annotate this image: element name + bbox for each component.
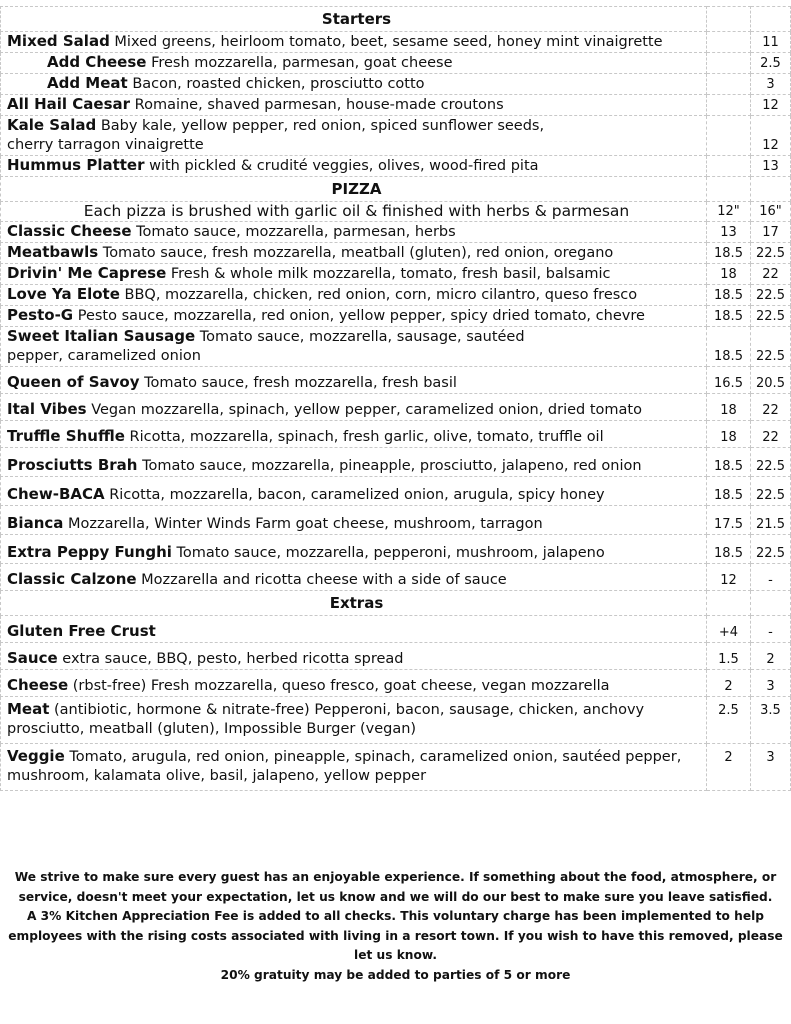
item-name: Gluten Free Crust xyxy=(7,622,156,640)
price-large: 22.5 xyxy=(751,477,791,506)
item-description: Mozzarella, Winter Winds Farm goat cheese, mushroom, tarragon xyxy=(68,516,543,532)
menu-item xyxy=(1,367,791,394)
price-large: - xyxy=(751,616,791,643)
price-small: 13 xyxy=(707,222,751,243)
price: 2.5 xyxy=(751,53,791,74)
price: 3 xyxy=(751,74,791,95)
item-name: Drivin' Me Caprese xyxy=(7,264,167,282)
item-name: All Hail Caesar xyxy=(7,95,131,113)
price-small: 2 xyxy=(707,744,751,791)
price: 12 xyxy=(751,95,791,116)
price-small: 18.5 xyxy=(707,243,751,264)
item-description: Baby kale, yellow pepper, red onion, spiced sunflower seeds, cherry tarragon vinaigrette xyxy=(7,118,545,153)
item-name: Prosciutts Brah xyxy=(7,456,138,474)
kitchen-fee-notice: A 3% Kitchen Appreciation Fee is added to all checks. This voluntary charge has been implemented to help employees with the rising costs associated with living in a resort town. If you wish to have this removed, please let us know. xyxy=(8,909,783,962)
price-large: 3 xyxy=(751,744,791,791)
item-name: Classic Cheese xyxy=(7,222,132,240)
menu-item xyxy=(1,327,791,367)
item-description: Ricotta, mozzarella, bacon, caramelized onion, arugula, spicy honey xyxy=(109,487,605,503)
price-large: 21.5 xyxy=(751,506,791,535)
menu-item xyxy=(1,477,791,506)
menu-item xyxy=(1,616,791,643)
item-name: Bianca xyxy=(7,514,64,532)
item-description: extra sauce, BBQ, pesto, herbed ricotta spread xyxy=(62,651,404,667)
price-small: 18.5 xyxy=(707,535,751,564)
item-description: Tomato sauce, fresh mozzarella, meatball (gluten), red onion, oregano xyxy=(102,245,614,261)
menu-item xyxy=(1,697,791,744)
size-large-label: 16" xyxy=(751,202,791,222)
price-small: 18.5 xyxy=(707,448,751,477)
menu-item xyxy=(1,285,791,306)
section-title: Starters xyxy=(1,7,707,32)
item-name: Pesto-G xyxy=(7,306,74,324)
price-large: 22.5 xyxy=(751,243,791,264)
menu-item xyxy=(1,670,791,697)
menu-item xyxy=(1,222,791,243)
menu-item xyxy=(1,448,791,477)
item-name: Ital Vibes xyxy=(7,400,87,418)
item-description: with pickled & crudité veggies, olives, wood-fired pita xyxy=(149,158,539,174)
menu-item xyxy=(1,506,791,535)
menu-item xyxy=(1,394,791,421)
price-small xyxy=(707,95,751,116)
item-name: Add Cheese xyxy=(47,53,147,71)
item-description: Tomato, arugula, red onion, pineapple, spinach, caramelized onion, sautéed pepper, mushroom, kalamata olive, basil, jalapeno, yellow pepper xyxy=(7,749,682,784)
price-small: 2 xyxy=(707,670,751,697)
price-small: 18 xyxy=(707,394,751,421)
price-large: 22.5 xyxy=(751,327,791,367)
item-name: Kale Salad xyxy=(7,116,97,134)
price-small: 17.5 xyxy=(707,506,751,535)
item-name: Sweet Italian Sausage xyxy=(7,327,196,345)
menu-item xyxy=(1,116,791,156)
item-description: Mixed greens, heirloom tomato, beet, sesame seed, honey mint vinaigrette xyxy=(114,34,663,50)
item-description: Pesto sauce, mozzarella, red onion, yellow pepper, spicy dried tomato, chevre xyxy=(77,308,645,324)
item-description: BBQ, mozzarella, chicken, red onion, corn, micro cilantro, queso fresco xyxy=(124,287,638,303)
menu-item xyxy=(1,156,791,177)
menu-item xyxy=(1,643,791,670)
price-small xyxy=(707,32,751,53)
price-large: 22 xyxy=(751,264,791,285)
pizza-note-row xyxy=(1,202,791,222)
menu-item xyxy=(1,264,791,285)
menu-item xyxy=(1,421,791,448)
item-name: Love Ya Elote xyxy=(7,285,120,303)
price: 11 xyxy=(751,32,791,53)
price: 13 xyxy=(751,156,791,177)
item-description: (antibiotic, hormone & nitrate-free) Pepperoni, bacon, sausage, chicken, anchovy prosciutto, meatball (gluten), Impossible Burger (vegan) xyxy=(7,702,645,737)
item-name: Veggie xyxy=(7,747,65,765)
price-small: +4 xyxy=(707,616,751,643)
item-description: Ricotta, mozzarella, spinach, fresh garlic, olive, tomato, truffle oil xyxy=(129,429,604,445)
price-small: 18 xyxy=(707,421,751,448)
menu-item xyxy=(1,306,791,327)
item-name: Extra Peppy Funghi xyxy=(7,543,172,561)
item-name: Hummus Platter xyxy=(7,156,145,174)
menu-item xyxy=(1,535,791,564)
menu-table xyxy=(0,6,791,791)
item-description: (rbst-free) Fresh mozzarella, queso fresco, goat cheese, vegan mozzarella xyxy=(72,678,610,694)
section-title: PIZZA xyxy=(1,177,707,202)
price-small: 18 xyxy=(707,264,751,285)
footer-notice xyxy=(0,868,791,985)
price-small: 12 xyxy=(707,564,751,591)
section-header-starters xyxy=(1,7,791,32)
item-name: Meat xyxy=(7,700,50,718)
price-large: 3 xyxy=(751,670,791,697)
item-description: Fresh mozzarella, parmesan, goat cheese xyxy=(151,55,453,71)
price-small: 18.5 xyxy=(707,306,751,327)
price-large: 22.5 xyxy=(751,448,791,477)
menu-item xyxy=(1,74,791,95)
menu-item xyxy=(1,95,791,116)
item-name: Meatbawls xyxy=(7,243,99,261)
price-large: - xyxy=(751,564,791,591)
item-name: Sauce xyxy=(7,649,58,667)
price-small xyxy=(707,53,751,74)
price-large: 22 xyxy=(751,394,791,421)
item-name: Cheese xyxy=(7,676,69,694)
gratuity-notice: 20% gratuity may be added to parties of 5 or more xyxy=(220,967,571,982)
price-large: 22.5 xyxy=(751,306,791,327)
price-large: 22 xyxy=(751,421,791,448)
menu-item xyxy=(1,32,791,53)
size-small-label: 12" xyxy=(707,202,751,222)
item-description: Mozzarella and ricotta cheese with a side of sauce xyxy=(141,572,507,588)
price-small: 18.5 xyxy=(707,285,751,306)
price-small: 1.5 xyxy=(707,643,751,670)
item-description: Fresh & whole milk mozzarella, tomato, fresh basil, balsamic xyxy=(170,266,611,282)
price-small: 2.5 xyxy=(707,697,751,744)
item-name: Queen of Savoy xyxy=(7,373,140,391)
item-description: Romaine, shaved parmesan, house-made croutons xyxy=(134,97,504,113)
price: 12 xyxy=(751,116,791,156)
price-large: 20.5 xyxy=(751,367,791,394)
item-description: Tomato sauce, mozzarella, sausage, sautéed pepper, caramelized onion xyxy=(7,329,525,364)
pizza-note: Each pizza is brushed with garlic oil & finished with herbs & parmesan xyxy=(1,202,707,222)
item-name: Mixed Salad xyxy=(7,32,110,50)
section-header-pizza xyxy=(1,177,791,202)
item-name: Classic Calzone xyxy=(7,570,137,588)
price-small: 18.5 xyxy=(707,477,751,506)
menu-item xyxy=(1,744,791,791)
item-description: Tomato sauce, mozzarella, pepperoni, mushroom, jalapeno xyxy=(176,545,605,561)
price-small xyxy=(707,156,751,177)
price-small xyxy=(707,116,751,156)
menu-item xyxy=(1,53,791,74)
menu-item xyxy=(1,564,791,591)
item-description: Tomato sauce, mozzarella, parmesan, herbs xyxy=(136,224,456,240)
section-title: Extras xyxy=(1,591,707,616)
item-description: Bacon, roasted chicken, prosciutto cotto xyxy=(132,76,425,92)
item-name: Add Meat xyxy=(47,74,128,92)
item-name: Truffle Shuffle xyxy=(7,427,125,445)
item-description: Vegan mozzarella, spinach, yellow pepper, caramelized onion, dried tomato xyxy=(91,402,642,418)
item-name: Chew-BACA xyxy=(7,485,105,503)
section-header-extras xyxy=(1,591,791,616)
menu-item xyxy=(1,243,791,264)
price-large: 22.5 xyxy=(751,285,791,306)
item-description: Tomato sauce, fresh mozzarella, fresh basil xyxy=(144,375,457,391)
price-large: 17 xyxy=(751,222,791,243)
price-large: 22.5 xyxy=(751,535,791,564)
item-description: Tomato sauce, mozzarella, pineapple, prosciutto, jalapeno, red onion xyxy=(142,458,642,474)
satisfaction-notice: We strive to make sure every guest has an enjoyable experience. If something about the food, atmosphere, or service, doesn't meet your expectation, let us know and we will do our best to make sure you leave satisfied. xyxy=(14,870,777,904)
price-small: 16.5 xyxy=(707,367,751,394)
price-small xyxy=(707,74,751,95)
price-large: 2 xyxy=(751,643,791,670)
price-large: 3.5 xyxy=(751,697,791,744)
price-small: 18.5 xyxy=(707,327,751,367)
